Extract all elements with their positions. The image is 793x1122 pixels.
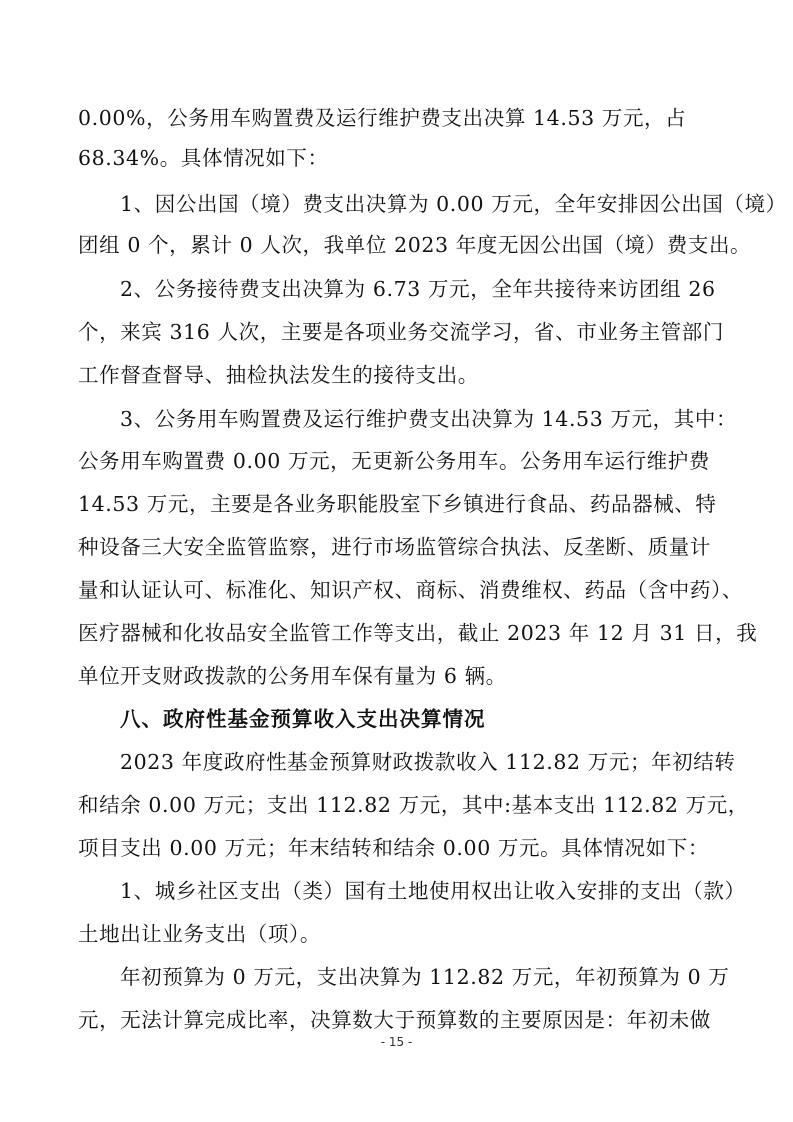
paragraph-line: 元，无法计算完成比率，决算数大于预算数的主要原因是：年初未做 [78, 1008, 711, 1032]
page-number: - 15 - [380, 1035, 413, 1049]
paragraph-line: 2、公务接待费支出决算为 6.73 万元，全年共接待来访团组 26 [120, 277, 716, 301]
paragraph-line: 1、城乡社区支出（类）国有土地使用权出让收入安排的支出（款） [120, 879, 746, 903]
paragraph-line: 14.53 万元，主要是各业务职能股室下乡镇进行食品、药品器械、特 [78, 492, 717, 516]
paragraph-line: 土地出让业务支出（项）。 [78, 922, 321, 946]
paragraph-line: 和结余 0.00 万元；支出 112.82 万元，其中:基本支出 112.82 万元， [78, 793, 749, 817]
paragraph-line: 1、因公出国（境）费支出决算为 0.00 万元，全年安排因公出国（境） [120, 192, 787, 216]
paragraph-line: 公务用车购置费 0.00 万元，无更新公务用车。公务用车运行维护费 [78, 449, 710, 473]
paragraph-line: 团组 0 个，累计 0 人次，我单位 2023 年度无因公出国（境）费支出。 [78, 233, 752, 257]
paragraph-line: 种设备三大安全监管监察，进行市场监管综合执法、反垄断、质量计 [78, 535, 711, 559]
paragraph-line: 2023 年度政府性基金预算财政拨款收入 112.82 万元；年初结转 [120, 750, 736, 774]
paragraph-line: 医疗器械和化妆品安全监管工作等支出，截止 2023 年 12 月 31 日，我 [78, 621, 758, 645]
paragraph-line: 68.34%。具体情况如下： [78, 146, 329, 170]
paragraph-line: 工作督查督导、抽检执法发生的接待支出。 [78, 363, 479, 387]
paragraph-line: 0.00%，公务用车购置费及运行维护费支出决算 14.53 万元，占 [78, 106, 687, 130]
paragraph-line: 个，来宾 316 人次，主要是各项业务交流学习，省、市业务主管部门 [78, 320, 724, 344]
section-heading: 八、政府性基金预算收入支出决算情况 [120, 707, 486, 731]
paragraph-line: 3、公务用车购置费及运行维护费支出决算为 14.53 万元，其中： [120, 407, 738, 431]
paragraph-line: 量和认证认可、标准化、知识产权、商标、消费维权、药品（含中药）、 [78, 578, 743, 602]
paragraph-line: 年初预算为 0 万元，支出决算为 112.82 万元，年初预算为 0 万 [120, 965, 730, 989]
paragraph-line: 单位开支财政拨款的公务用车保有量为 6 辆。 [78, 664, 507, 688]
paragraph-line: 项目支出 0.00 万元；年末结转和结余 0.00 万元。具体情况如下： [78, 836, 709, 860]
